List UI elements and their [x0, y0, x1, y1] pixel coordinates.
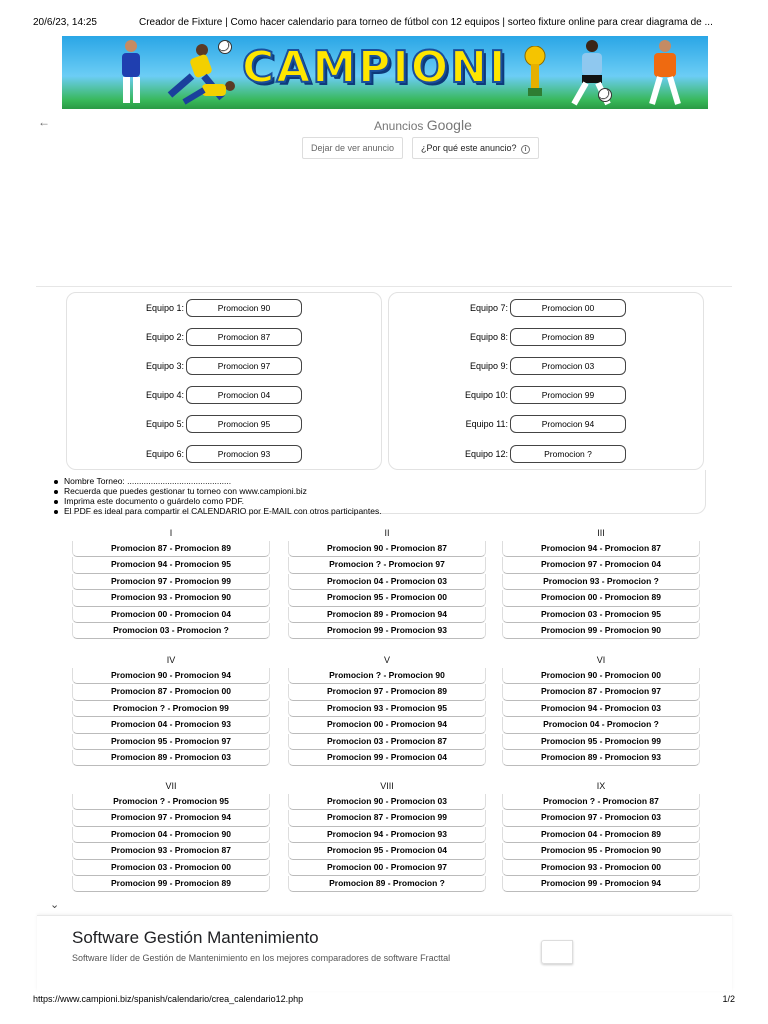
- match-item: Promocion 93 - Promocion 95: [288, 701, 486, 717]
- match-item: Promocion 99 - Promocion 04: [288, 750, 486, 766]
- match-item: Promocion 03 - Promocion 87: [288, 734, 486, 750]
- fixture-round: [502, 528, 700, 639]
- match-item: Promocion 89 - Promocion 03: [72, 750, 270, 766]
- match-item: Promocion 90 - Promocion 94: [72, 668, 270, 684]
- team-label: Equipo 4:: [145, 390, 184, 400]
- google-logo: Google: [426, 117, 472, 133]
- ball-icon: [598, 88, 612, 102]
- match-item: Promocion 95 - Promocion 00: [288, 590, 486, 606]
- match-item: Promocion 99 - Promocion 89: [72, 876, 270, 892]
- match-item: Promocion 93 - Promocion 00: [502, 860, 700, 876]
- match-item: Promocion 04 - Promocion ?: [502, 717, 700, 733]
- match-item: Promocion 03 - Promocion 00: [72, 860, 270, 876]
- match-item: Promocion 93 - Promocion 87: [72, 843, 270, 859]
- team-name-input[interactable]: Promocion 04: [186, 386, 302, 404]
- round-number: II: [384, 528, 390, 538]
- round-number: VI: [596, 655, 606, 665]
- team-name-input[interactable]: Promocion 00: [510, 299, 626, 317]
- round-number: I: [169, 528, 173, 538]
- match-item: Promocion 04 - Promocion 03: [288, 574, 486, 590]
- print-title: Creador de Fixture | Como hacer calendario para torneo de fútbol con 12 equipos | sorteo fixture online para crear diagrama de ...: [139, 17, 713, 28]
- match-item: Promocion 00 - Promocion 94: [288, 717, 486, 733]
- match-item: Promocion 89 - Promocion ?: [288, 876, 486, 892]
- match-item: Promocion 87 - Promocion 89: [72, 541, 270, 557]
- bottom-ad[interactable]: [37, 915, 732, 991]
- note-item: Nombre Torneo: ............................................: [54, 476, 382, 486]
- team-name-input[interactable]: Promocion 95: [186, 415, 302, 433]
- match-item: Promocion 94 - Promocion 87: [502, 541, 700, 557]
- match-item: Promocion 04 - Promocion 90: [72, 827, 270, 843]
- match-item: Promocion 87 - Promocion 99: [288, 810, 486, 826]
- match-item: Promocion 89 - Promocion 94: [288, 607, 486, 623]
- match-item: Promocion 00 - Promocion 04: [72, 607, 270, 623]
- match-item: Promocion ? - Promocion 90: [288, 668, 486, 684]
- match-item: Promocion 87 - Promocion 00: [72, 684, 270, 700]
- info-icon: i: [521, 145, 530, 154]
- round-number: IX: [596, 781, 606, 791]
- team-name-input[interactable]: Promocion 03: [510, 357, 626, 375]
- fixture-round: [502, 781, 700, 892]
- page-number: 1/2: [722, 994, 735, 1004]
- team-label: Equipo 5:: [145, 419, 184, 429]
- fixture-round: [288, 781, 486, 892]
- team-label: Equipo 3:: [145, 361, 184, 371]
- team-label: Equipo 12:: [464, 449, 508, 459]
- team-label: Equipo 8:: [469, 332, 508, 342]
- match-item: Promocion 87 - Promocion 97: [502, 684, 700, 700]
- ad-title[interactable]: Software Gestión Mantenimiento: [72, 928, 319, 947]
- match-item: Promocion 95 - Promocion 99: [502, 734, 700, 750]
- match-item: Promocion ? - Promocion 99: [72, 701, 270, 717]
- fixture-round: [72, 655, 270, 766]
- match-item: Promocion 97 - Promocion 04: [502, 557, 700, 573]
- fixture-round: [502, 655, 700, 766]
- round-number: VIII: [380, 781, 394, 791]
- note-item: Recuerda que puedes gestionar tu torneo con www.campioni.biz: [54, 486, 382, 496]
- team-name-input[interactable]: Promocion 93: [186, 445, 302, 463]
- match-item: Promocion 04 - Promocion 89: [502, 827, 700, 843]
- match-item: Promocion 93 - Promocion 90: [72, 590, 270, 606]
- print-header: [33, 17, 741, 31]
- match-item: Promocion 03 - Promocion 95: [502, 607, 700, 623]
- match-item: Promocion 00 - Promocion 97: [288, 860, 486, 876]
- match-item: Promocion 94 - Promocion 93: [288, 827, 486, 843]
- divider: [36, 286, 732, 287]
- team-label: Equipo 7:: [469, 303, 508, 313]
- ad-description: Software líder de Gestión de Mantenimiento en los mejores comparadores de software Fracttal: [72, 953, 451, 963]
- player-left-icon: [106, 38, 156, 108]
- player-bicycle-icon: [182, 76, 242, 108]
- fixture-round: [288, 655, 486, 766]
- teams-panel-right: [388, 292, 704, 470]
- ad-cta-button[interactable]: [541, 940, 573, 964]
- team-label: Equipo 10:: [464, 390, 508, 400]
- match-item: Promocion 95 - Promocion 04: [288, 843, 486, 859]
- fixture-round: [72, 781, 270, 892]
- note-item: El PDF es ideal para compartir el CALENDARIO por E-MAIL con otros participantes.: [54, 506, 382, 516]
- round-number: VII: [165, 781, 177, 791]
- ads-label: [374, 117, 472, 133]
- match-item: Promocion 93 - Promocion ?: [502, 574, 700, 590]
- team-name-input[interactable]: Promocion 99: [510, 386, 626, 404]
- match-item: Promocion 97 - Promocion 89: [288, 684, 486, 700]
- team-name-input[interactable]: Promocion 97: [186, 357, 302, 375]
- page-url: https://www.campioni.biz/spanish/calendario/crea_calendario12.php: [33, 994, 304, 1004]
- match-item: Promocion 90 - Promocion 00: [502, 668, 700, 684]
- ads-label-text: Anuncios: [374, 119, 424, 133]
- match-item: Promocion 95 - Promocion 97: [72, 734, 270, 750]
- teams-panel-left: [66, 292, 382, 470]
- match-item: Promocion 94 - Promocion 03: [502, 701, 700, 717]
- trophy-icon: [524, 46, 546, 100]
- campioni-banner[interactable]: [62, 36, 708, 109]
- team-name-input[interactable]: Promocion 89: [510, 328, 626, 346]
- why-this-ad-button[interactable]: [412, 137, 539, 159]
- team-label: Equipo 9:: [469, 361, 508, 371]
- player-dribble-icon: [562, 38, 622, 108]
- round-number: IV: [166, 655, 176, 665]
- match-item: Promocion 97 - Promocion 94: [72, 810, 270, 826]
- match-item: Promocion 97 - Promocion 03: [502, 810, 700, 826]
- team-label: Equipo 6:: [145, 449, 184, 459]
- round-number: III: [597, 528, 605, 538]
- match-item: Promocion ? - Promocion 87: [502, 794, 700, 810]
- team-name-input[interactable]: Promocion 94: [510, 415, 626, 433]
- notes-list: [54, 476, 382, 516]
- chevron-down-icon[interactable]: ⌄: [50, 899, 60, 911]
- match-item: Promocion 94 - Promocion 95: [72, 557, 270, 573]
- team-label: Equipo 11:: [465, 419, 508, 429]
- match-item: Promocion 89 - Promocion 93: [502, 750, 700, 766]
- team-name-input[interactable]: Promocion 87: [186, 328, 302, 346]
- match-item: Promocion 90 - Promocion 03: [288, 794, 486, 810]
- match-item: Promocion 97 - Promocion 99: [72, 574, 270, 590]
- print-date: 20/6/23, 14:25: [33, 17, 97, 28]
- match-item: Promocion 99 - Promocion 94: [502, 876, 700, 892]
- match-item: Promocion ? - Promocion 95: [72, 794, 270, 810]
- fixture-round: [72, 528, 270, 639]
- team-name-input[interactable]: Promocion ?: [510, 445, 626, 463]
- campioni-logo: CAMPIONI: [242, 42, 508, 93]
- team-label: Equipo 1:: [145, 303, 184, 313]
- round-number: V: [383, 655, 390, 665]
- match-item: Promocion 90 - Promocion 87: [288, 541, 486, 557]
- match-item: Promocion 03 - Promocion ?: [72, 623, 270, 639]
- ball-icon: [218, 40, 232, 54]
- stop-seeing-ad-button[interactable]: Dejar de ver anuncio: [302, 137, 403, 159]
- why-this-ad-label: ¿Por qué este anuncio?: [421, 143, 517, 153]
- player-right-icon: [640, 38, 690, 108]
- print-footer: [33, 994, 735, 1004]
- fixture-round: [288, 528, 486, 639]
- match-item: Promocion 04 - Promocion 93: [72, 717, 270, 733]
- match-item: Promocion 99 - Promocion 90: [502, 623, 700, 639]
- team-name-input[interactable]: Promocion 90: [186, 299, 302, 317]
- note-item: Imprima este documento o guárdelo como PDF.: [54, 496, 382, 506]
- back-arrow-icon[interactable]: ←: [38, 115, 50, 129]
- match-item: Promocion 99 - Promocion 93: [288, 623, 486, 639]
- match-item: Promocion 00 - Promocion 89: [502, 590, 700, 606]
- match-item: Promocion ? - Promocion 97: [288, 557, 486, 573]
- team-label: Equipo 2:: [145, 332, 184, 342]
- match-item: Promocion 95 - Promocion 90: [502, 843, 700, 859]
